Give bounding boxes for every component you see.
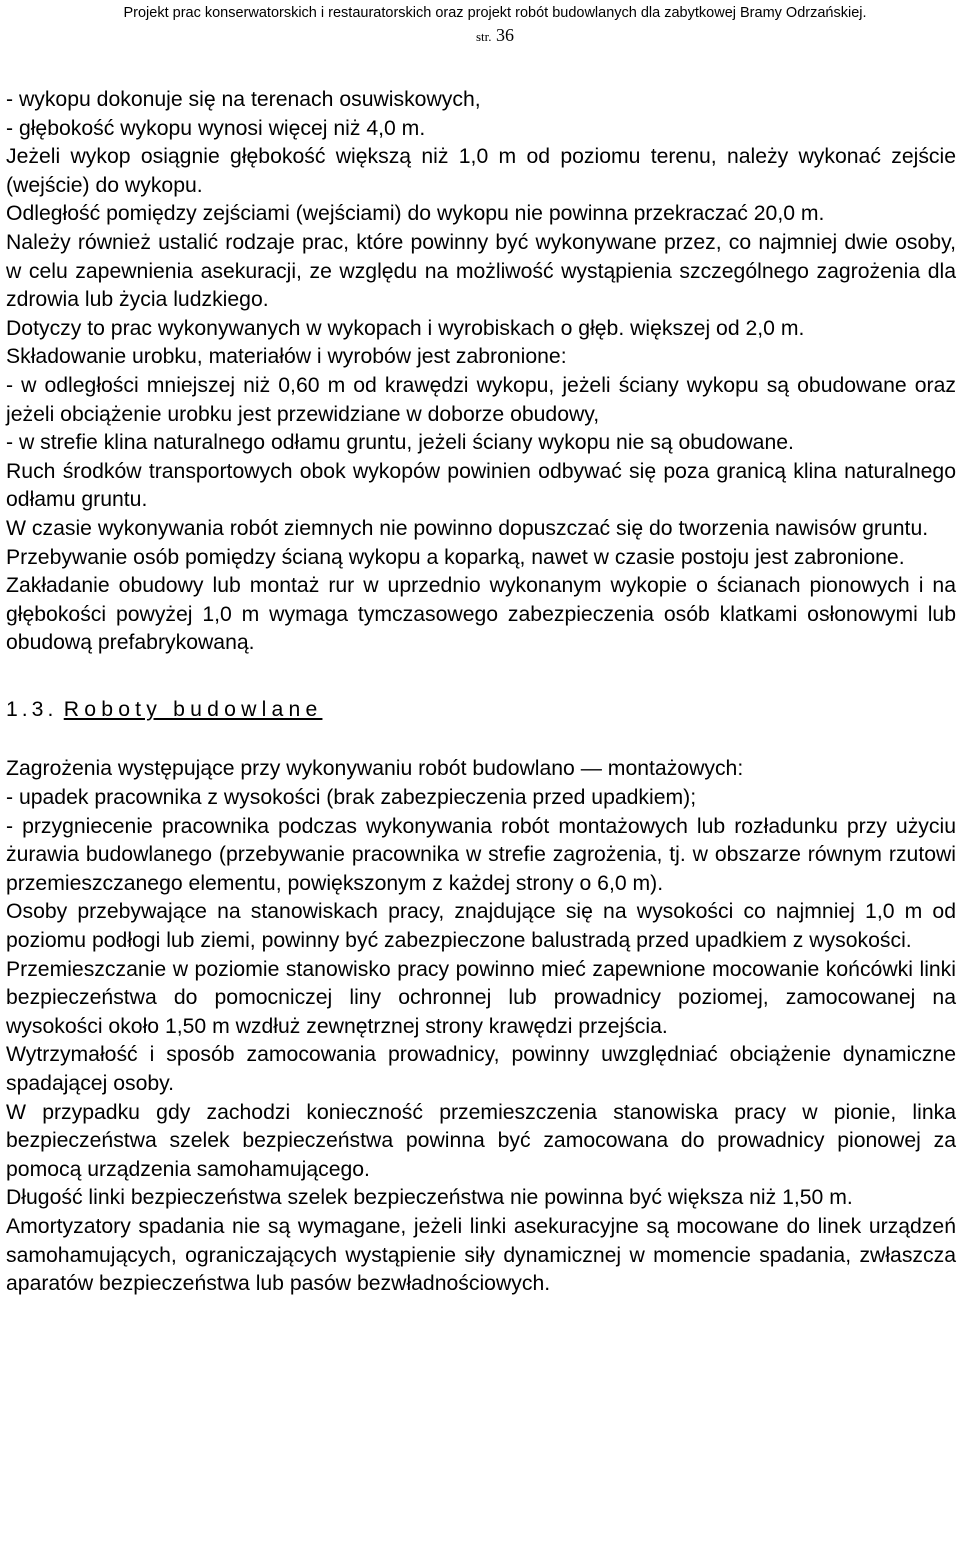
paragraph: W przypadku gdy zachodzi konieczność przemieszczenia stanowiska pracy w pionie, linka bezpieczeństwa szelek bezpieczeństwa powinna być zamocowana do prowadnicy pionowej za pomocą urządzenia samohamującego. (6, 1100, 956, 1181)
paragraph: Jeżeli wykop osiągnie głębokość większą niż 1,0 m od poziomu terenu, należy wykonać zejście (wejście) do wykopu. (6, 145, 956, 197)
document-body (6, 86, 956, 1299)
paragraph: Przemieszczanie w poziomie stanowisko pracy powinno mieć zapewnione mocowanie końcówki linki bezpieczeństwa do pomocniczej liny ochronnej lub prowadnicy poziomej, zamocowanej na wysokości około 1,50 m wzdłuż zewnętrznej strony krawędzi przejścia. (6, 957, 956, 1038)
page-number-value: 36 (496, 25, 515, 45)
paragraph: Dotyczy to prac wykonywanych w wykopach i wyrobiskach o głęb. większej od 2,0 m. (6, 316, 805, 340)
paragraph: Zakładanie obudowy lub montaż rur w uprzednio wykonanym wykopie o ścianach pionowych i na głębokości powyżej 1,0 m wymaga tymczasowego zabezpieczenia osób klatkami osłonowymi lub obudową prefabrykowaną. (6, 574, 956, 655)
paragraph: - przygniecenie pracownika podczas wykonywania robót montażowych lub rozładunku przy użyciu żurawia budowlanego (przebywanie pracownika w strefie zagrożenia, tj. w obszarze równym rzutowi przemieszczanego elementu, powiększonym z każdej strony o 6,0 m). (6, 814, 956, 895)
paragraph: Odległość pomiędzy zejściami (wejściami) do wykopu nie powinna przekraczać 20,0 m. (6, 202, 825, 226)
paragraph: Przebywanie osób pomiędzy ścianą wykopu a koparką, nawet w czasie postoju jest zabronione. (6, 545, 905, 569)
paragraph: Osoby przebywające na stanowiskach pracy, znajdujące się na wysokości co najmniej 1,0 m od poziomu podłogi lub ziemi, powinny być zabezpieczone balustradą przed upadkiem z wysokości. (6, 900, 956, 953)
paragraph: Wytrzymałość i sposób zamocowania prowadnicy, powinny uwzględniać obciążenie dynamiczne spadającej osoby. (6, 1043, 956, 1095)
paragraph: - w strefie klina naturalnego odłamu gruntu, jeżeli ściany wykopu nie są obudowane. (6, 431, 794, 455)
paragraph: - w odległości mniejszej niż 0,60 m od krawędzi wykopu, jeżeli ściany wykopu są obudowane oraz jeżeli obciążenie urobku jest przewidziane w doborze obudowy, (6, 373, 956, 426)
paragraph: - głębokość wykopu wynosi więcej niż 4,0 m. (6, 116, 426, 140)
paragraph: W czasie wykonywania robót ziemnych nie powinno dopuszczać się do tworzenia nawisów gruntu. (6, 516, 929, 540)
paragraph: Amortyzatory spadania nie są wymagane, jeżeli linki asekuracyjne są mocowane do linek urządzeń samohamujących, ograniczających wystąpienie siły dynamicznej w momencie spadania, zwłaszcza aparatów bezpieczeństwa lub pasów bezwładnościowych. (6, 1214, 956, 1296)
section-heading (6, 696, 956, 725)
paragraph: - upadek pracownika z wysokości (brak zabezpieczenia przed upadkiem); (6, 786, 697, 810)
paragraph: Zagrożenia występujące przy wykonywaniu robót budowlano — montażowych: (6, 757, 744, 781)
paragraph: Ruch środków transportowych obok wykopów powinien odbywać się poza granicą klina naturalnego odłamu gruntu. (6, 459, 956, 512)
paragraph: Długość linki bezpieczeństwa szelek bezpieczeństwa nie powinna być większa niż 1,50 m. (6, 1186, 853, 1210)
page-number-prefix: str. (475, 29, 492, 44)
section-number: 1.3. (6, 697, 58, 721)
document-title: Projekt prac konserwatorskich i restauratorskich oraz projekt robót budowlanych dla zabytkowej Bramy Odrzańskiej. (123, 5, 867, 21)
paragraph: - wykopu dokonuje się na terenach osuwiskowych, (6, 88, 481, 111)
page-header (60, 4, 930, 48)
section-title: Roboty budowlane (63, 697, 323, 721)
page-number (60, 24, 930, 48)
paragraph: Należy również ustalić rodzaje prac, które powinny być wykonywane przez, co najmniej dwie osoby, w celu zapewnienia asekuracji, ze względu na możliwość wystąpienia szczególnego zagrożenia dla zdrowia lub życia ludzkiego. (6, 230, 956, 312)
paragraph: Składowanie urobku, materiałów i wyrobów jest zabronione: (6, 345, 567, 369)
